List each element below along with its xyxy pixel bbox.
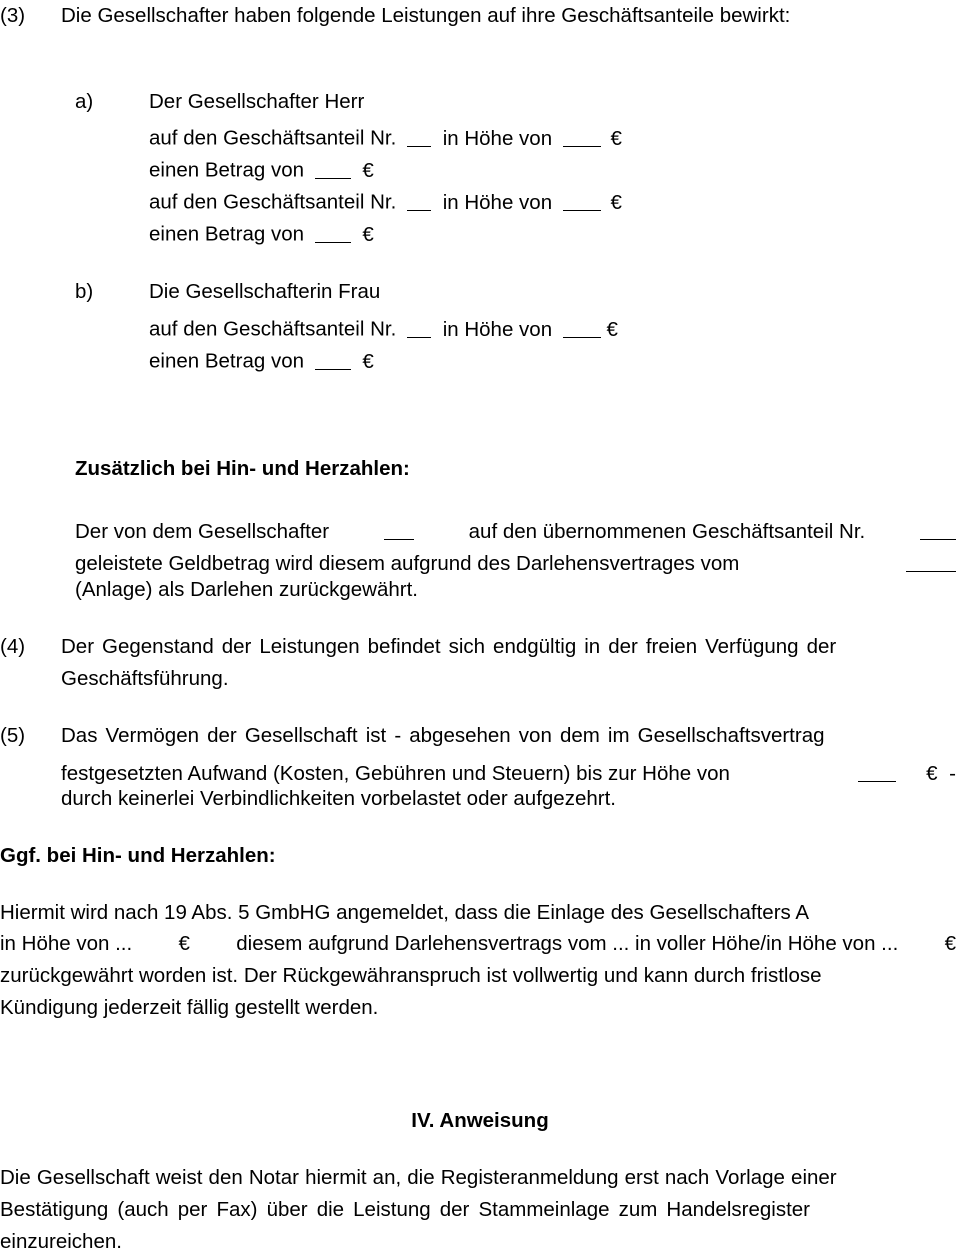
euro-sign: €: [944, 932, 956, 955]
item-b-share-label: auf den Geschäftsanteil Nr.: [149, 317, 397, 341]
section-3-heading: Die Gesellschafter haben folgende Leistungen auf ihre Geschäftsanteile bewirkt:: [61, 4, 791, 27]
section-5-line-3: durch keinerlei Verbindlichkeiten vorbelastet oder aufgezehrt.: [61, 787, 616, 810]
item-a-amount2-label: in Höhe von: [442, 190, 553, 214]
addition-text-1b: auf den übernommenen Geschäftsanteil Nr.: [468, 519, 866, 543]
blank-amount[interactable]: [563, 316, 601, 338]
item-a-contribution-line-2: [149, 219, 374, 245]
item-a-contribution-line-1: [149, 155, 374, 181]
ggf-text-2a: in Höhe von ...: [0, 932, 133, 955]
section-5-line-2: [61, 758, 956, 784]
item-a-share-line-1: [149, 123, 622, 149]
item-b-intro: Die Gesellschafterin Frau: [149, 280, 381, 303]
item-a-share-line-2: [149, 187, 622, 213]
ggf-line-1: Hiermit wird nach 19 Abs. 5 GmbHG angemeldet, dass die Einlage des Gesellschafters A: [0, 901, 810, 924]
ggf-line-3: zurückgewährt worden ist. Der Rückgewähranspruch ist vollwertig und kann durch fristlose: [0, 964, 822, 987]
item-b-contribution-label: einen Betrag von: [149, 349, 305, 373]
euro-sign: €: [362, 222, 374, 246]
blank-amount[interactable]: [858, 760, 896, 782]
blank-contribution[interactable]: [315, 221, 351, 243]
euro-sign: €: [610, 190, 622, 214]
addition-line-2: [75, 548, 956, 574]
section-3-number: (3): [0, 4, 26, 27]
euro-sign: €: [610, 126, 622, 150]
section-5-text-2a: festgesetzten Aufwand (Kosten, Gebühren und Steuern) bis zur Höhe von: [61, 761, 730, 785]
section-4-number: (4): [0, 635, 26, 658]
blank-share-number[interactable]: [407, 125, 431, 147]
addition-line-1: [75, 516, 956, 542]
blank-shareholder[interactable]: [384, 518, 414, 540]
item-a-share-label: auf den Geschäftsanteil Nr.: [149, 126, 397, 150]
item-b-amount-label: in Höhe von: [442, 317, 553, 341]
section-5-number: (5): [0, 724, 26, 747]
addition-line-3: (Anlage) als Darlehen zurückgewährt.: [75, 578, 418, 601]
euro-sign: €: [606, 317, 618, 341]
item-a-share2-label: auf den Geschäftsanteil Nr.: [149, 190, 397, 214]
ggf-text-2b: diesem aufgrund Darlehensvertrags vom ... in voller Höhe/in Höhe von ...: [236, 932, 899, 955]
euro-sign: €: [362, 349, 374, 373]
item-b-share-line: [149, 314, 618, 340]
addition-text-1a: Der von dem Gesellschafter: [75, 519, 330, 543]
section-iv-line-3: einzureichen.: [0, 1230, 122, 1253]
section-iv-line-1: Die Gesellschaft weist den Notar hiermit an, die Registeranmeldung erst nach Vorlage einer: [0, 1166, 837, 1189]
section-4-line-2: Geschäftsführung.: [61, 667, 229, 690]
section-iv-line-2: Bestätigung (auch per Fax) über die Leistung der Stammeinlage zum Handelsregister: [0, 1198, 810, 1221]
blank-contract-date[interactable]: [906, 550, 956, 572]
section-5-line-1: Das Vermögen der Gesellschaft ist - abgesehen von dem im Gesellschaftsvertrag: [61, 724, 825, 747]
addition-text-2a: geleistete Geldbetrag wird diesem aufgrund des Darlehensvertrages vom: [75, 551, 740, 575]
item-a-label: a): [75, 90, 94, 113]
euro-sign: €: [362, 158, 374, 182]
blank-contribution[interactable]: [315, 157, 351, 179]
blank-contribution[interactable]: [315, 348, 351, 370]
blank-share-number[interactable]: [407, 189, 431, 211]
ggf-line-4: Kündigung jederzeit fällig gestellt werden.: [0, 996, 379, 1019]
section-4-text-1: Der Gegenstand der Leistungen befindet sich endgültig in der freien Verfügung der: [61, 635, 837, 658]
blank-amount[interactable]: [563, 125, 601, 147]
blank-share-number[interactable]: [920, 518, 956, 540]
addition-heading: Zusätzlich bei Hin- und Herzahlen:: [75, 457, 410, 480]
section-iv-title: IV. Anweisung: [411, 1109, 549, 1132]
section-5-dash: -: [949, 761, 956, 785]
blank-share-number[interactable]: [407, 316, 431, 338]
item-a-intro: Der Gesellschafter Herr: [149, 90, 365, 113]
blank-amount[interactable]: [563, 189, 601, 211]
section-4-line-1: [61, 637, 956, 658]
item-b-contribution-line: [149, 346, 374, 372]
ggf-line-2: [0, 934, 956, 955]
item-a-contribution-label: einen Betrag von: [149, 158, 305, 182]
euro-sign: €: [926, 761, 938, 785]
ggf-heading: Ggf. bei Hin- und Herzahlen:: [0, 844, 276, 867]
item-b-label: b): [75, 280, 94, 303]
item-a-contribution2-label: einen Betrag von: [149, 222, 305, 246]
euro-sign: €: [178, 932, 190, 955]
item-a-amount-label: in Höhe von: [442, 126, 553, 150]
